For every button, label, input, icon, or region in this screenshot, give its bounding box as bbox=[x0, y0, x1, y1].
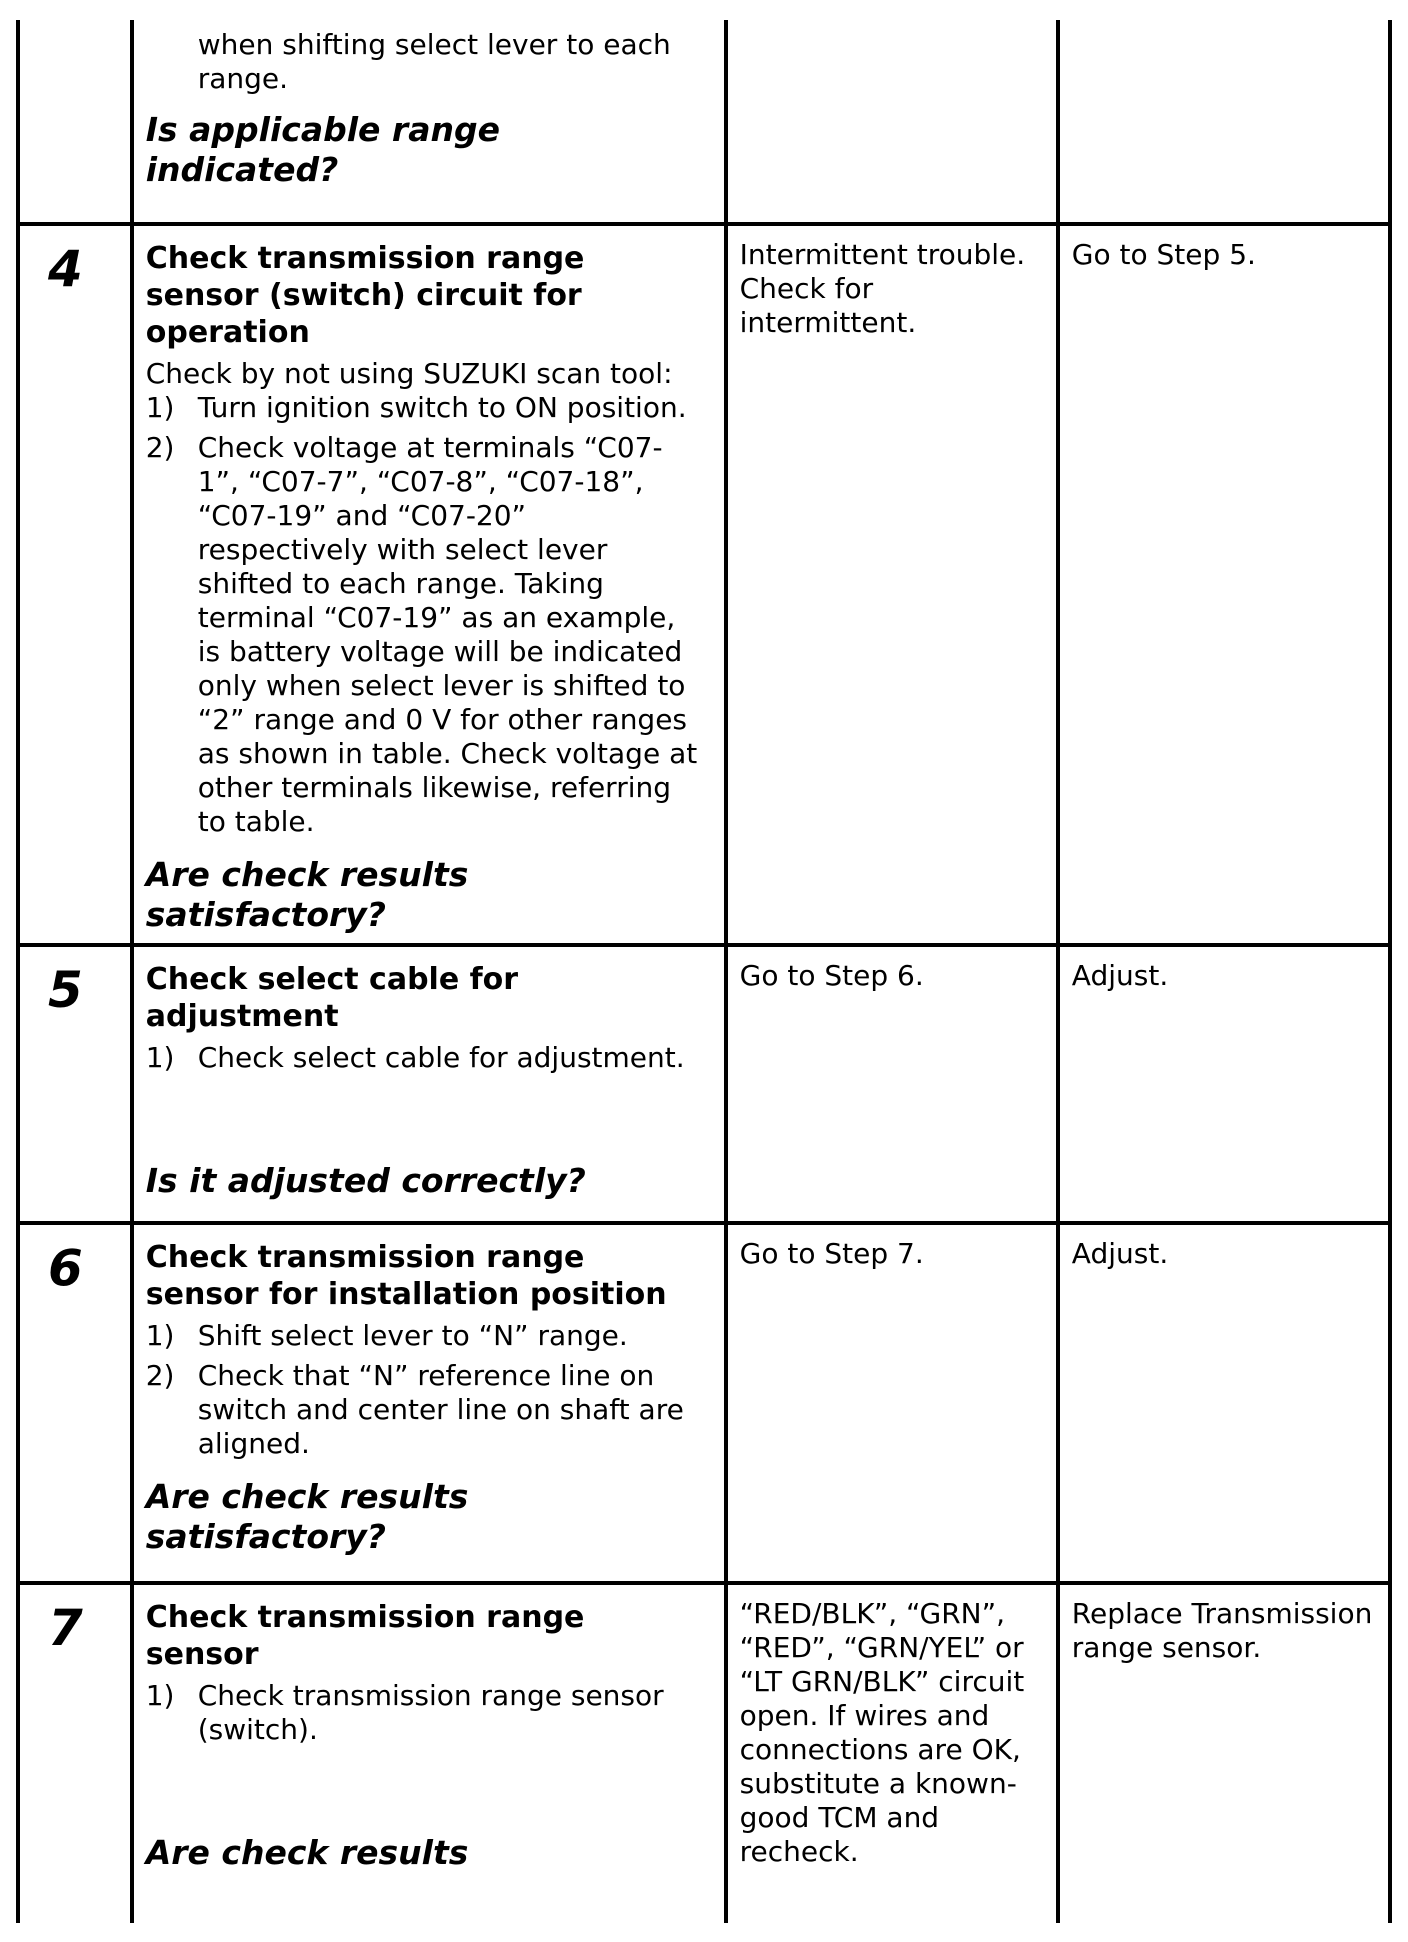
no-result: Replace Transmission range sensor. bbox=[1071, 1597, 1373, 1664]
step-heading: Check transmission range sensor bbox=[145, 1600, 585, 1672]
question-text: Is applicable range indicated? bbox=[145, 110, 500, 189]
action-list bbox=[146, 1679, 704, 1747]
step-cell bbox=[18, 1583, 132, 1923]
yes-result: Intermittent trouble. Check for intermittent. bbox=[739, 238, 1026, 339]
yes-cell bbox=[726, 1583, 1058, 1923]
yes-cell bbox=[726, 224, 1058, 945]
step-number: 4 bbox=[48, 240, 83, 298]
step-cell bbox=[18, 224, 132, 945]
action-cell bbox=[132, 224, 726, 945]
list-item: 1) Shift select lever to “N” range. bbox=[145, 1319, 628, 1352]
table-row bbox=[18, 1223, 1390, 1583]
yes-cell bbox=[726, 20, 1058, 224]
step-heading: Check transmission range sensor for installation position bbox=[145, 1240, 667, 1312]
step-cell bbox=[18, 1223, 132, 1583]
no-cell bbox=[1058, 945, 1390, 1223]
troubleshooting-table bbox=[16, 20, 1392, 1923]
question-text: Are check results satisfactory? bbox=[145, 855, 469, 934]
action-list bbox=[146, 1319, 704, 1461]
step-cell bbox=[18, 20, 132, 224]
yes-result: Go to Step 6. bbox=[739, 959, 924, 992]
question-text: Is it adjusted correctly? bbox=[145, 1161, 586, 1200]
no-result: Adjust. bbox=[1071, 1237, 1169, 1270]
list-item: 2) Check that “N” reference line on switch and center line on shaft are aligned. bbox=[145, 1359, 684, 1460]
step-number: 6 bbox=[48, 1239, 83, 1297]
no-cell bbox=[1058, 1223, 1390, 1583]
list-item: 1) Check transmission range sensor (switch). bbox=[145, 1679, 664, 1746]
action-cell bbox=[132, 945, 726, 1223]
table-row bbox=[18, 945, 1390, 1223]
step-number: 5 bbox=[48, 961, 83, 1019]
action-list bbox=[146, 28, 704, 96]
action-list bbox=[146, 391, 704, 839]
step-heading: Check transmission range sensor (switch) circuit for operation bbox=[145, 241, 585, 350]
question-text: Are check results bbox=[145, 1833, 469, 1872]
step-number: 7 bbox=[48, 1599, 83, 1657]
yes-cell bbox=[726, 945, 1058, 1223]
no-result: Go to Step 5. bbox=[1071, 238, 1256, 271]
list-item: 2) Check voltage at terminals “C07-1”, “C07-7”, “C07-8”, “C07-18”, “C07-19” and “C07-20” respectively with select lever shifted to each range. Taking terminal “C07-19” as an example, is battery voltage will be indicated only when select lever is shifted to “2” range and 0 V for other ranges as shown in table. Check voltage at other terminals likewise, referring to table. bbox=[145, 431, 698, 838]
step-intro: Check by not using SUZUKI scan tool: bbox=[145, 357, 673, 390]
step-heading: Check select cable for adjustment bbox=[145, 962, 519, 1034]
no-cell bbox=[1058, 1583, 1390, 1923]
table-row bbox=[18, 1583, 1390, 1923]
action-cell bbox=[132, 20, 726, 224]
question-text: Are check results satisfactory? bbox=[145, 1477, 469, 1556]
yes-cell bbox=[726, 1223, 1058, 1583]
step-number bbox=[20, 20, 130, 38]
no-cell bbox=[1058, 20, 1390, 224]
no-result: Adjust. bbox=[1071, 959, 1169, 992]
step-cell bbox=[18, 945, 132, 1223]
table-row bbox=[18, 20, 1390, 224]
list-item: 1) Turn ignition switch to ON position. bbox=[145, 391, 687, 424]
table-row bbox=[18, 224, 1390, 945]
action-cell bbox=[132, 1583, 726, 1923]
no-cell bbox=[1058, 224, 1390, 945]
action-cell bbox=[132, 1223, 726, 1583]
yes-result: Go to Step 7. bbox=[739, 1237, 924, 1270]
list-item: 1) Check select cable for adjustment. bbox=[145, 1041, 685, 1074]
action-list bbox=[146, 1041, 704, 1075]
list-item: when shifting select lever to each range. bbox=[197, 28, 671, 95]
yes-result: “RED/BLK”, “GRN”, “RED”, “GRN/YEL” or “LT GRN/BLK” circuit open. If wires and connections are OK, substitute a known-good TCM and recheck. bbox=[739, 1597, 1025, 1868]
